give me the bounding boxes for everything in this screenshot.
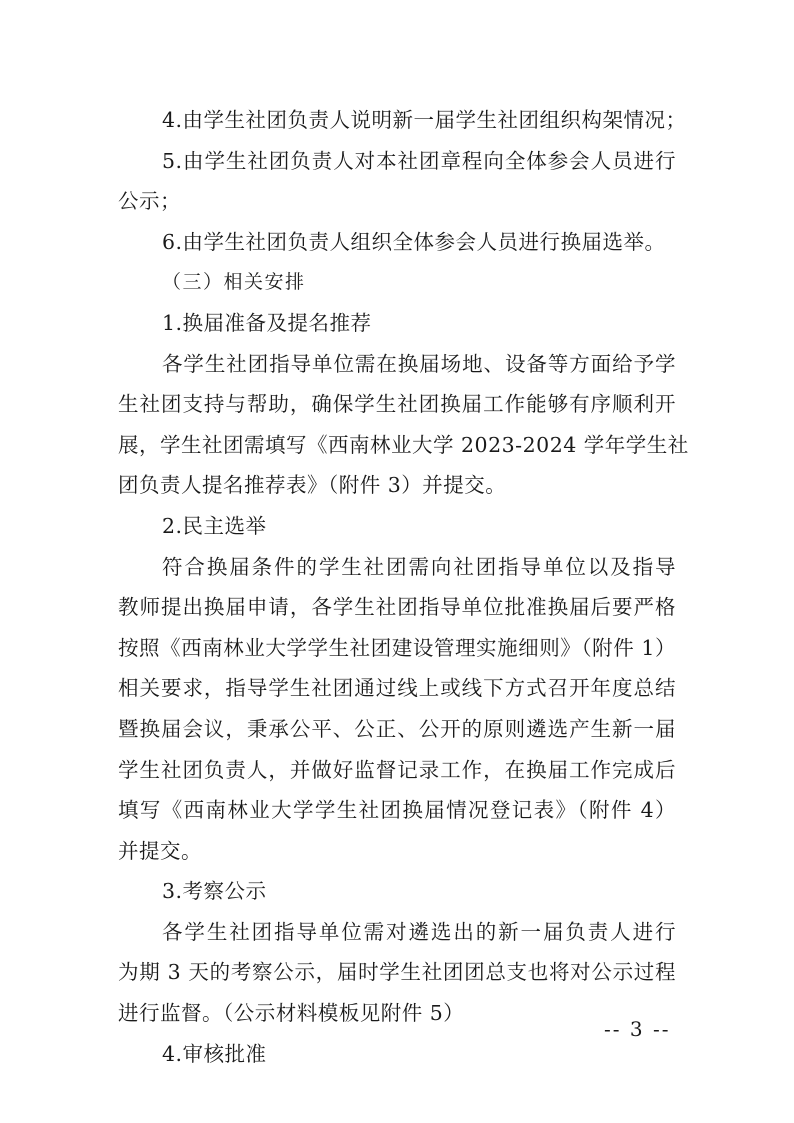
subsection-heading: 2.民主选举 bbox=[162, 513, 267, 538]
list-item: 6.由学生社团负责人组织全体参会人员进行换届选举。 bbox=[162, 229, 666, 254]
subsection-heading: 1.换届准备及提名推荐 bbox=[162, 310, 372, 335]
paragraph-line: 教师提出换届申请，各学生社团指导单位批准换届后要严格 bbox=[118, 595, 676, 620]
list-item: 5.由学生社团负责人对本社团章程向全体参会人员进行 bbox=[162, 148, 676, 173]
paragraph-line: 进行监督。（公示材料模板见附件 5） bbox=[118, 1001, 465, 1026]
subsection-heading: 3.考察公示 bbox=[162, 879, 267, 904]
paragraph-line: 暨换届会议，秉承公平、公正、公开的原则遴选产生新一届 bbox=[118, 716, 676, 741]
document-body bbox=[118, 100, 689, 1074]
paragraph-line: 符合换届条件的学生社团需向社团指导单位以及指导 bbox=[162, 554, 676, 579]
paragraph-line: 为期 3 天的考察公示，届时学生社团团总支也将对公示过程 bbox=[118, 960, 676, 985]
list-item: 4.由学生社团负责人说明新一届学生社团组织构架情况； bbox=[162, 108, 687, 132]
paragraph-line: 并提交。 bbox=[118, 838, 202, 863]
list-item-continuation: 公示； bbox=[118, 189, 181, 214]
paragraph-line: 各学生社团指导单位需在换届场地、设备等方面给予学 bbox=[162, 351, 676, 376]
paragraph-line: 展，学生社团需填写《西南林业大学 2023-2024 学年学生社 bbox=[118, 432, 689, 457]
paragraph-line: 团负责人提名推荐表》（附件 3）并提交。 bbox=[118, 473, 507, 498]
paragraph-line: 生社团支持与帮助，确保学生社团换届工作能够有序顺利开 bbox=[118, 392, 676, 417]
paragraph-line: 各学生社团指导单位需对遴选出的新一届负责人进行 bbox=[162, 919, 676, 944]
paragraph-line: 按照《西南林业大学学生社团建设管理实施细则》（附件 1） bbox=[118, 635, 676, 660]
section-heading: （三）相关安排 bbox=[162, 271, 306, 294]
page-number: -- 3 -- bbox=[604, 1017, 671, 1041]
subsection-heading: 4.审核批准 bbox=[162, 1041, 267, 1066]
paragraph-line: 学生社团负责人，并做好监督记录工作，在换届工作完成后 bbox=[118, 757, 676, 782]
paragraph-line: 相关要求，指导学生社团通过线上或线下方式召开年度总结 bbox=[118, 676, 676, 701]
paragraph-line: 填写《西南林业大学学生社团换届情况登记表》（附件 4） bbox=[118, 798, 676, 823]
